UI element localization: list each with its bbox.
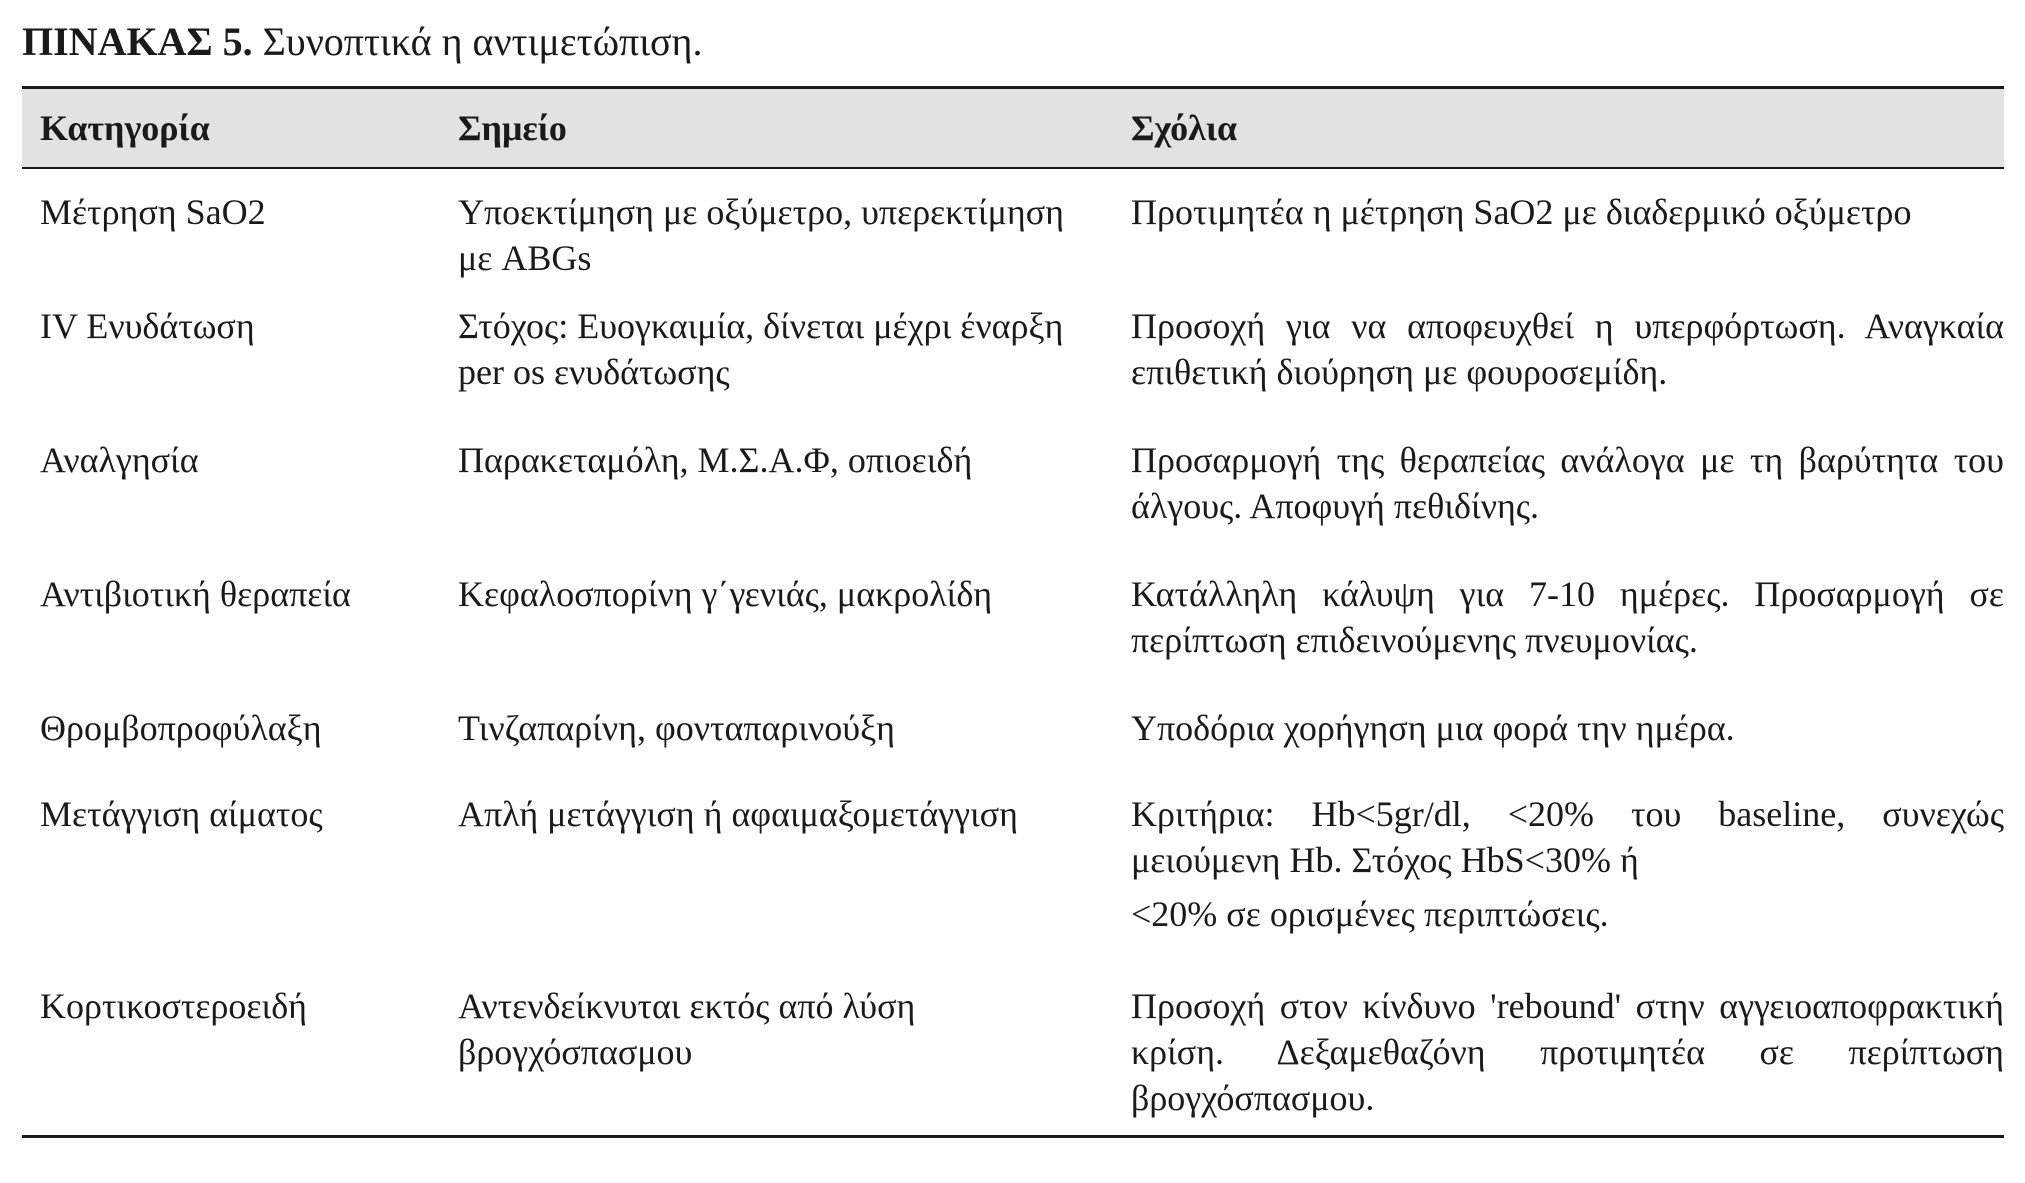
table-row xyxy=(22,705,2004,791)
caption-label: ΠΙΝΑΚΑΣ 5. xyxy=(22,19,253,64)
cell-point: Κεφαλοσπορίνη γ΄γενιάς, μακρολίδη xyxy=(458,574,993,614)
cell-category: Κορτικοστεροειδή xyxy=(40,986,308,1026)
cell-category: Μέτρηση SaO2 xyxy=(40,192,266,232)
cell-category: IV Ενυδάτωση xyxy=(40,306,255,346)
table-row xyxy=(22,437,2004,571)
table-row xyxy=(22,303,2004,437)
cell-point: Απλή μετάγγιση ή αφαιμαξομετάγγιση xyxy=(458,794,1018,834)
table-row xyxy=(22,791,2004,983)
header-category: Κατηγορία xyxy=(40,108,210,148)
cell-category: Μετάγγιση αίματος xyxy=(40,794,323,834)
cell-category: Αντιβιοτική θεραπεία xyxy=(40,574,351,614)
cell-comment: Υποδόρια χορήγηση μια φορά την ημέρα. xyxy=(1131,708,1735,748)
cell-comment: Προτιμητέα η μέτρηση SaO2 με διαδερμικό οξύμετρο xyxy=(1131,192,1912,232)
header-comments: Σχόλια xyxy=(1131,108,1238,148)
cell-point: Τινζαπαρίνη, φονταπαρινούξη xyxy=(458,708,895,748)
table-caption xyxy=(22,14,702,70)
caption-text: Συνοπτικά η αντιμετώπιση. xyxy=(262,19,703,64)
summary-table xyxy=(22,86,2004,1138)
cell-category: Θρομβοπροφύλαξη xyxy=(40,708,322,748)
cell-point: Στόχος: Ευογκαιμία, δίνεται μέχρι έναρξη per os ενυδάτωσης xyxy=(458,306,1064,392)
cell-point: Αντενδείκνυται εκτός από λύση βρογχόσπασμου xyxy=(458,986,916,1072)
cell-category: Αναλγησία xyxy=(40,440,199,480)
cell-comment-part: Κριτήρια: Hb<5gr/dl, <20% του baseline, συνεχώς μειούμενη Hb. Στόχος HbS<30% ή xyxy=(1131,794,2004,880)
cell-point: Υποεκτίμηση με οξύμετρο, υπερεκτίμηση με ABGs xyxy=(458,192,1064,278)
table-row xyxy=(22,983,2004,1137)
cell-comment: Κατάλληλη κάλυψη για 7-10 ημέρες. Προσαρμογή σε περίπτωση επιδεινούμενης πνευμονίας. xyxy=(1131,574,2004,660)
header-point: Σημείο xyxy=(458,108,567,148)
cell-comment-continued: <20% σε ορισμένες περιπτώσεις. xyxy=(1131,894,1609,934)
cell-comment xyxy=(1113,791,2004,983)
table-row xyxy=(22,571,2004,705)
table-row xyxy=(22,168,2004,303)
cell-point: Παρακεταμόλη, Μ.Σ.Α.Φ, οπιοειδή xyxy=(458,440,973,480)
cell-comment: Προσοχή για να αποφευχθεί η υπερφόρτωση. Αναγκαία επιθετική διούρηση με φουροσεμίδη. xyxy=(1131,306,2004,392)
cell-comment: Προσοχή στον κίνδυνο 'rebound' στην αγγειοαποφρακτική κρίση. Δεξαμεθαζόνη προτιμητέα σε περίπτωση βρογχόσπασμου. xyxy=(1131,986,2004,1118)
table-header-row xyxy=(22,88,2004,169)
cell-comment: Προσαρμογή της θεραπείας ανάλογα με τη βαρύτητα του άλγους. Αποφυγή πεθιδίνης. xyxy=(1131,440,2004,526)
